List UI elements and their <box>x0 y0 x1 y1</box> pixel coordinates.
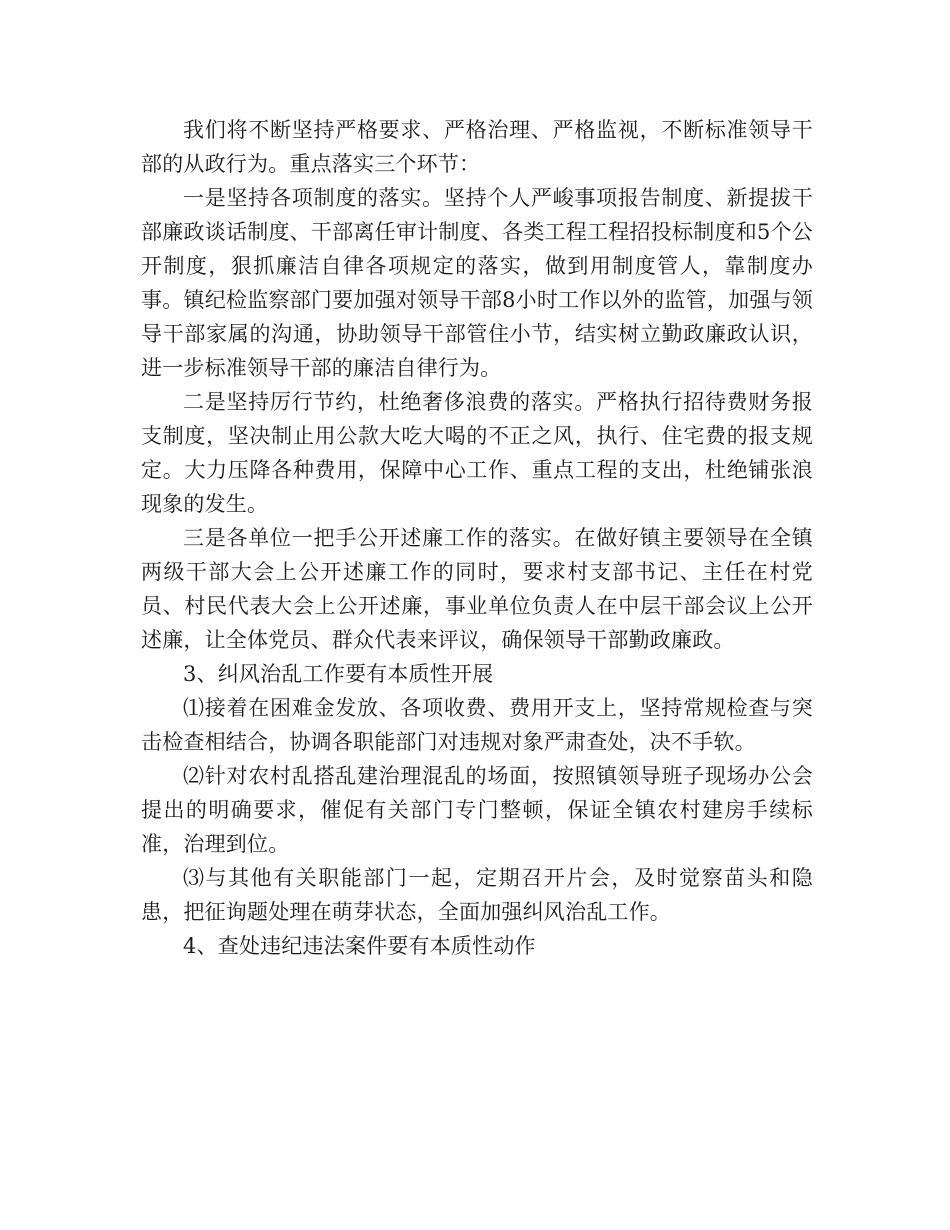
document-body <box>141 113 813 963</box>
paragraph-item-two: 二是坚持厉行节约，杜绝奢侈浪费的落实。严格执行招待费财务报支制度，坚决制止用公款大吃大喝的不正之风，执行、住宅费的报支规定。大力压降各种费用，保障中心工作、重点工程的支出，杜绝铺张浪现象的发生。 <box>141 390 813 516</box>
paragraph-sub-1: ⑴接着在困难金发放、各项收费、费用开支上，坚持常规检查与突击检查相结合，协调各职能部门对违规对象严肃查处，决不手软。 <box>141 696 813 754</box>
section-heading-3: 3、纠风治乱工作要有本质性开展 <box>183 662 494 686</box>
paragraph-item-one: 一是坚持各项制度的落实。坚持个人严峻事项报告制度、新提拔干部廉政谈话制度、干部离任审计制度、各类工程工程招投标制度和5个公开制度，狠抓廉洁自律各项规定的落实，做到用制度管人，靠制度办事。镇纪检监察部门要加强对领导干部8小时工作以外的监管，加强与领导干部家属的沟通，协助领导干部管住小节，结实树立勤政廉政认识，进一步标准领导干部的廉洁自律行为。 <box>141 186 813 380</box>
paragraph-intro: 我们将不断坚持严格要求、严格治理、严格监视，不断标准领导干部的从政行为。重点落实三个环节： <box>141 118 813 176</box>
paragraph-sub-3: ⑶与其他有关职能部门一起，定期召开片会，及时觉察苗头和隐患，把征询题处理在萌芽状态，全面加强纠风治乱工作。 <box>141 866 813 924</box>
section-heading-4: 4、查处违纪违法案件要有本质性动作 <box>183 934 536 958</box>
paragraph-item-three: 三是各单位一把手公开述廉工作的落实。在做好镇主要领导在全镇两级干部大会上公开述廉工作的同时，要求村支部书记、主任在村党员、村民代表大会上公开述廉，事业单位负责人在中层干部会议上公开述廉，让全体党员、群众代表来评议，确保领导干部勤政廉政。 <box>141 526 813 652</box>
paragraph-sub-2: ⑵针对农村乱搭乱建治理混乱的场面，按照镇领导班子现场办公会提出的明确要求，催促有关部门专门整顿，保证全镇农村建房手续标准，治理到位。 <box>141 764 813 856</box>
